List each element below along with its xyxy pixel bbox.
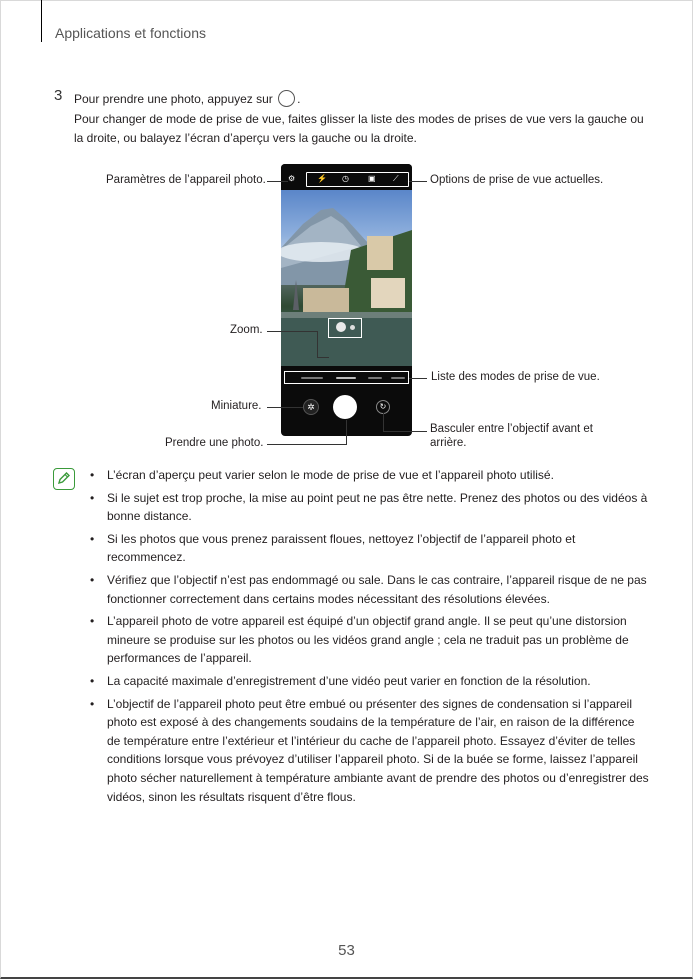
callout-switch-lens-2: arrière. xyxy=(430,437,467,449)
mode-item[interactable] xyxy=(336,377,356,379)
leader-line xyxy=(267,444,346,445)
shutter-button[interactable] xyxy=(333,395,357,419)
step-instruction-end: . xyxy=(297,92,301,106)
page-number: 53 xyxy=(338,942,355,959)
note-item: • L’écran d’aperçu peut varier selon le mode de prise de vue et l’appareil photo utilisé. xyxy=(90,466,650,485)
notes-list xyxy=(90,466,650,810)
preview-landscape xyxy=(281,190,412,366)
step-number: 3 xyxy=(54,87,63,104)
zoom-level-button[interactable] xyxy=(336,322,346,332)
mode-item[interactable] xyxy=(391,377,405,379)
leader-line xyxy=(317,331,318,357)
section-title: Applications et fonctions xyxy=(55,25,206,41)
callout-switch-lens-1: Basculer entre l’objectif avant et xyxy=(430,423,594,435)
note-item: • Si les photos que vous prenez paraissent floues, nettoyez l’objectif de l’appareil photo et recommencez. xyxy=(90,530,650,567)
note-item: • La capacité maximale d’enregistrement d’une vidéo peut varier en fonction de la résolution. xyxy=(90,672,650,691)
note-item: • L’appareil photo de votre appareil est équipé d’un objectif grand angle. Il se peut qu’une distorsion mineure se produise sur les photos ou les vidéos grand angle ; cela ne traduit pas un problème de performances de l’appareil. xyxy=(90,612,650,668)
step-instruction xyxy=(74,90,301,107)
leader-line xyxy=(383,413,384,431)
step-description: Pour changer de mode de prise de vue, faites glisser la liste des modes de prises de vue vers la gauche ou la droite, ou balayez l’écran d’aperçu vers la gauche ou la droite. xyxy=(74,112,644,145)
callout-thumbnail: Miniature. xyxy=(211,400,262,412)
gear-icon[interactable]: ⚙ xyxy=(288,174,296,183)
leader-line xyxy=(346,420,347,445)
magic-wand-icon[interactable]: ⟋ xyxy=(393,174,399,183)
leader-line xyxy=(267,331,317,332)
timer-icon[interactable]: ◷ xyxy=(342,174,349,183)
callout-settings: Paramètres de l’appareil photo. xyxy=(106,174,266,186)
note-item: • Vérifiez que l’objectif n’est pas endommagé ou sale. Dans le cas contraire, l’appareil risque de ne pas fonctionner correctement dans certains modes nécessitant des résolutions élevées. xyxy=(90,571,650,608)
camera-screenshot xyxy=(281,164,412,436)
leader-line xyxy=(267,407,303,408)
callout-take-photo: Prendre une photo. xyxy=(165,437,264,449)
thumbnail-button[interactable]: ✲ xyxy=(303,399,319,415)
note-pencil-icon xyxy=(53,468,75,490)
flash-icon[interactable]: ⚡ xyxy=(317,174,327,183)
callout-modes-list: Liste des modes de prise de vue. xyxy=(431,371,600,383)
callout-zoom: Zoom. xyxy=(230,324,263,336)
zoom-level-button[interactable] xyxy=(350,325,355,330)
step-instruction-text: Pour prendre une photo, appuyez sur xyxy=(74,92,273,106)
leader-line xyxy=(317,357,329,358)
leader-line xyxy=(267,181,288,182)
mode-item[interactable] xyxy=(368,377,382,379)
camera-switch-icon[interactable]: ↻ xyxy=(376,400,390,414)
shutter-circle-icon xyxy=(278,90,295,107)
note-pencil-glyph xyxy=(54,469,73,488)
mode-item[interactable] xyxy=(301,377,323,379)
note-item: • Si le sujet est trop proche, la mise au point peut ne pas être nette. Prenez des photos ou des vidéos à bonne distance. xyxy=(90,489,650,526)
leader-line xyxy=(409,378,427,379)
leader-line xyxy=(383,431,427,432)
aspect-ratio-icon[interactable]: ▣ xyxy=(368,174,376,183)
leader-line xyxy=(409,181,427,182)
camera-preview xyxy=(281,190,412,366)
callout-current-options: Options de prise de vue actuelles. xyxy=(430,174,604,186)
note-item: • L’objectif de l’appareil photo peut être embué ou présenter des signes de condensation si l’appareil photo est exposé à des changements soudains de la température de l’air, en raison de la différence de température entre l’extérieur et l’intérieur du cache de l’appareil photo. Essayez d’éviter de telles conditions lorsque vous prévoyez d’utiliser l’appareil photo. Si de la buée se forme, laissez l’appareil photo sécher naturellement à température ambiante avant de prendre des photos ou d’enregistrer des vidéos, sinon les résultats risquent d’être flous. xyxy=(90,695,650,807)
header-divider xyxy=(41,0,42,42)
